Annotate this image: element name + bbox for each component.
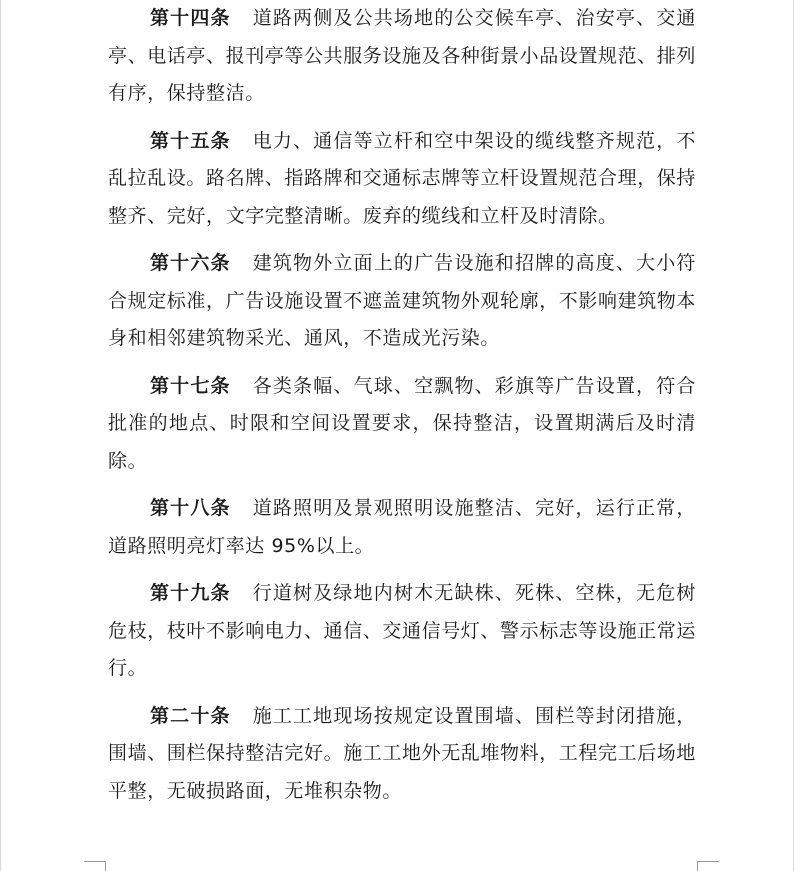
article-text: 各类条幅、气球、空飘物、彩旗等广告设置，符合批准的地点、时限和空间设置要求，保持整洁，设置期满后及时清除。 [108, 374, 696, 472]
article-number: 第十四条 [150, 7, 231, 29]
article-19 [108, 575, 696, 688]
article-18 [108, 490, 696, 565]
article-16 [108, 245, 696, 358]
article-number: 第十六条 [150, 252, 231, 274]
page-corner-mark-left [84, 861, 106, 871]
page-left-edge [0, 0, 1, 871]
article-number: 第二十条 [150, 704, 231, 727]
article-text: 施工工地现场按规定设置围墙、围栏等封闭措施，围墙、围栏保持整洁完好。施工工地外无乱堆物料，工程完工后场地平整，无破损路面，无堆积杂物。 [108, 704, 697, 802]
page-corner-mark-right [697, 861, 719, 871]
article-number: 第十五条 [150, 129, 231, 152]
article-20 [108, 698, 696, 811]
article-text: 道路照明及景观照明设施整洁、完好，运行正常，道路照明亮灯率达 95%以上。 [108, 497, 696, 557]
article-number: 第十八条 [150, 497, 231, 519]
article-17 [108, 368, 696, 481]
article-text: 道路两侧及公共场地的公交候车亭、治安亭、交通亭、电话亭、报刊亭等公共服务设施及各种街景小品设置规范、排列有序，保持整洁。 [108, 7, 697, 104]
article-14 [108, 0, 696, 113]
article-number: 第十七条 [150, 374, 231, 397]
article-text: 行道树及绿地内树木无缺株、死株、空株，无危树危枝，枝叶不影响电力、通信、交通信号灯、警示标志等设施正常运行。 [108, 582, 697, 679]
article-text: 建筑物外立面上的广告设施和招牌的高度、大小符合规定标准，广告设施设置不遮盖建筑物外观轮廓，不影响建筑物本身和相邻建筑物采光、通风，不造成光污染。 [108, 252, 697, 349]
document-body [108, 0, 696, 820]
article-text: 电力、通信等立杆和空中架设的缆线整齐规范，不乱拉乱设。路名牌、指路牌和交通标志牌等立杆设置规范合理，保持整齐、完好，文字完整清晰。废弃的缆线和立杆及时清除。 [108, 129, 697, 227]
article-15 [108, 123, 696, 236]
article-number: 第十九条 [150, 582, 231, 604]
